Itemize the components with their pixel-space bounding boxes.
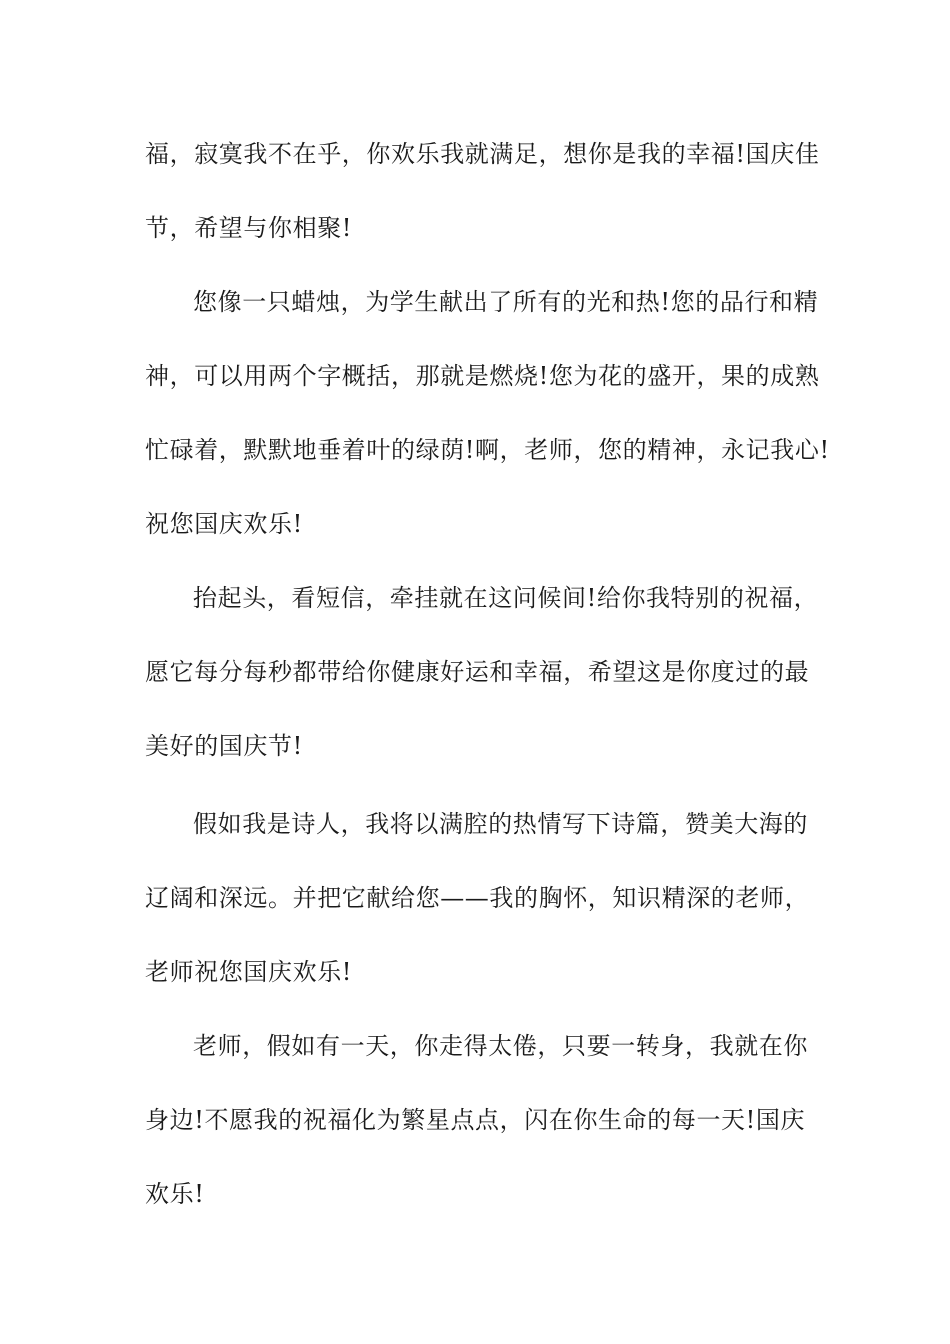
text-line: 身边!不愿我的祝福化为繁星点点，闪在你生命的每一天!国庆 <box>145 1106 806 1134</box>
text-line: 祝您国庆欢乐! <box>145 510 303 538</box>
paragraph-first-line: 您像一只蜡烛，为学生献出了所有的光和热!您的品行和精 <box>193 288 819 316</box>
text-line: 忙碌着，默默地垂着叶的绿荫!啊，老师，您的精神，永记我心! <box>145 436 830 464</box>
paragraph-first-line: 抬起头，看短信，牵挂就在这问候间!给你我特别的祝福， <box>193 584 819 612</box>
text-line: 福，寂寞我不在乎，你欢乐我就满足，想你是我的幸福!国庆佳 <box>145 140 820 168</box>
text-line: 愿它每分每秒都带给你健康好运和幸福，希望这是你度过的最 <box>145 658 810 686</box>
text-line: 神，可以用两个字概括，那就是燃烧!您为花的盛开，果的成熟 <box>145 362 820 390</box>
text-line: 辽阔和深远。并把它献给您——我的胸怀，知识精深的老师， <box>145 884 810 912</box>
text-line: 美好的国庆节! <box>145 732 303 760</box>
text-line: 节，希望与你相聚! <box>145 214 353 242</box>
paragraph-first-line: 假如我是诗人，我将以满腔的热情写下诗篇，赞美大海的 <box>193 810 808 838</box>
paragraph-first-line: 老师，假如有一天，你走得太倦，只要一转身，我就在你 <box>193 1032 808 1060</box>
text-line: 老师祝您国庆欢乐! <box>145 958 353 986</box>
text-line: 欢乐! <box>145 1180 205 1208</box>
